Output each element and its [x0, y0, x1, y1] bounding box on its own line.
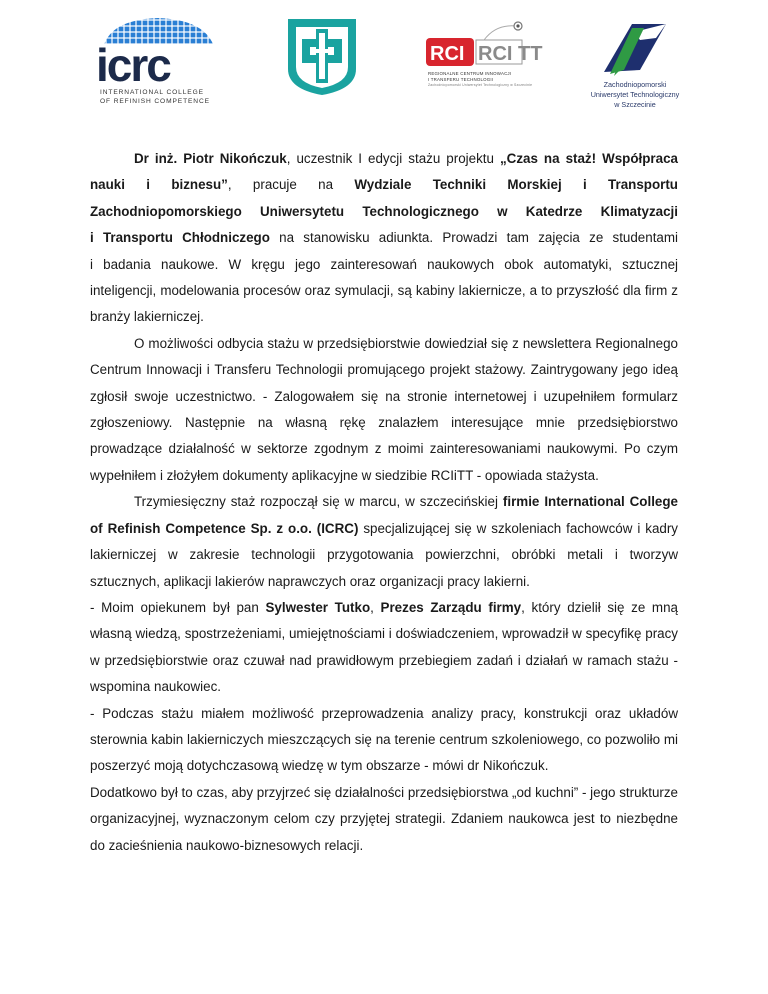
- p1-text-1: , uczestnik I edycji stażu projektu: [286, 151, 500, 166]
- logo-bar: [0, 0, 768, 130]
- icrc-subtitle-line-1: INTERNATIONAL COLLEGE: [100, 89, 204, 96]
- icrc-logo: [88, 14, 248, 120]
- p1-text-2: , pracuje na: [227, 177, 355, 193]
- project-name-part-2: nauki i biznesu”: [90, 177, 228, 193]
- rcitt-mark-icon: [422, 18, 543, 70]
- shield-emblem-icon: [282, 17, 362, 97]
- p1-text-3: na stanowisku adiunkta. Prowadzi tam zajęcia ze studentami: [269, 230, 678, 246]
- paragraph-6: Dodatkowo był to czas, aby przyjrzeć się działalności przedsiębiorstwa „od kuchni” - jego strukturze organizacyjnej, wyznaczonym celom czy przyjętej strategii. Zdaniem naukowca jest to niezbędne do zacieśnienia naukowo-biznesowych relacji.: [90, 784, 678, 853]
- zut-logo: [570, 14, 700, 124]
- mentor-name: Sylwester Tutko: [265, 599, 371, 615]
- paragraph-2: O możliwości odbycia stażu w przedsiębiorstwie dowiedział się z newslettera Regionalnego Centrum Innowacji i Transferu Technologii promującego projekt stażowy. Zaintrygowany jego ideą zgłosił swoje uczestnictwo. - Zalogowałem się na stronie internetowej i uzupełniłem formularz zgłoszeniowy. Następnie na własną rękę znalazłem interesujące mnie przedsiębiorstwo prowadzące działalność w sektorze zgodnym z moimi zainteresowaniami naukowymi. Po czym wypełniłem i złożyłem dokumenty aplikacyjne w siedzibie RCIiTT - opowiada stażysta.: [90, 335, 678, 483]
- zut-line-3: w Szczecinie: [614, 100, 656, 109]
- paragraph-1-continued: [90, 172, 678, 330]
- zut-mark-icon: [570, 14, 700, 76]
- p1-line-1: [90, 146, 678, 172]
- rcitt-tagline: Zachodniopomorski Uniwersytet Technologiczny w Szczecinie: [428, 83, 533, 88]
- paragraph-3: [90, 489, 678, 595]
- rcitt-logo: [422, 18, 543, 98]
- icrc-globe-icon: [88, 14, 248, 91]
- zut-line-2: Uniwersytet Technologiczny: [590, 90, 680, 99]
- p4-text-1: - Moim opiekunem był pan: [90, 599, 266, 615]
- zut-line-1: Zachodniopomorski: [603, 80, 667, 89]
- department-name: i Transportu Chłodniczego: [90, 230, 270, 246]
- svg-text:icrc: icrc: [96, 39, 170, 91]
- p1-line-4: [90, 225, 678, 251]
- company-name: firmie International College of Refinish Competence Sp. z o.o. (ICRC): [90, 494, 679, 536]
- paragraph-4: [90, 595, 678, 701]
- emblem-logo: [282, 17, 362, 97]
- p1-rest: i badania naukowe. W kręgu jego zainteresowań naukowych obok automatyki, sztucznej inteligencji, modelowania procesów oraz symulacji, są kabiny lakiernicze, a to przyszłość dla firm z branży lakierniczej.: [90, 256, 678, 325]
- svg-text:RCI: RCI: [430, 43, 465, 65]
- p1-line-3: [90, 199, 678, 225]
- rcitt-subtitle-line-2: I TRANSFERU TECHNOLOGII: [428, 76, 494, 82]
- intern-name: Dr inż. Piotr Nikończuk: [134, 151, 287, 166]
- p1-line-2: [90, 172, 678, 198]
- p4-comma: ,: [370, 599, 381, 615]
- p3-text-1: Trzymiesięczny staż rozpoczął się w marcu, w szczecińskiej: [134, 494, 503, 510]
- article-body: [90, 146, 678, 859]
- faculty-name-part-1: Wydziale Techniki Morskiej i Transportu: [354, 177, 678, 193]
- p4-text-2: , który dzielił się ze mną własną wiedzą, spostrzeżeniami, umiejętnościami i doświadczeniem, wprowadził w specyfikę pracy w przedsiębiorstwie oraz czuwał nad prawidłowym przebiegiem zadań i działań w ramach stażu - wspomina naukowiec.: [90, 599, 678, 695]
- rcitt-tt-text: RCI TT: [478, 43, 543, 65]
- rcitt-subtitle-line-1: REGIONALNE CENTRUM INNOWACJI: [428, 71, 512, 76]
- icrc-subtitle-line-2: OF REFINISH COMPETENCE: [100, 98, 210, 105]
- p3-text-2: specjalizującej się w szkoleniach fachowców i kadry lakierniczej w zakresie technologii przygotowania powierzchni, obróbki metali i tworzyw sztucznych, aplikacji lakierów naprawczych oraz organizacji pracy lakierni.: [90, 520, 678, 589]
- paragraph-1: [90, 146, 678, 172]
- paragraph-5: - Podczas stażu miałem możliwość przeprowadzenia analizy pracy, konstrukcji oraz układów sterownia kabin lakierniczych mieszczących się na terenie centrum szkoleniowego, co pozwoliło mi poszerzyć moją dotychczasową wiedzę w tym obszarze - mówi dr Nikończuk.: [90, 705, 678, 774]
- faculty-name-part-2: Zachodniopomorskiego Uniwersytetu Technologicznego w Katedrze Klimatyzacji: [90, 203, 678, 219]
- project-name-part-1: „Czas na staż! Współpraca: [499, 151, 678, 166]
- mentor-title: Prezes Zarządu firmy: [380, 599, 522, 615]
